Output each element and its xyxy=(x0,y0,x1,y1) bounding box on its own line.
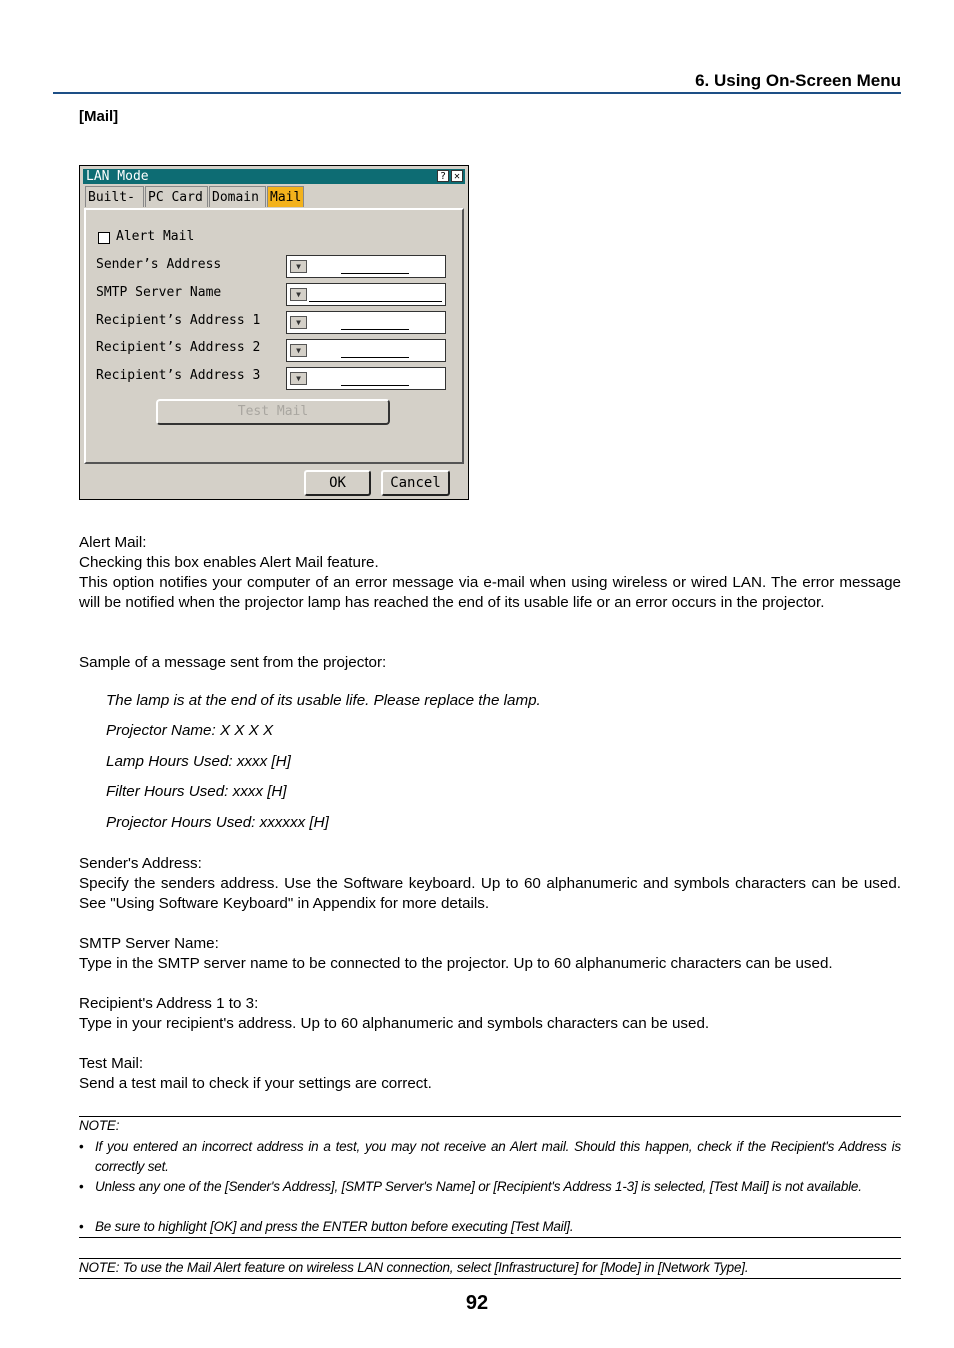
sample-line: Lamp Hours Used: xxxx [H] xyxy=(106,753,291,770)
dropdown-arrow-icon[interactable]: ▼ xyxy=(290,372,307,385)
bullet-icon: • xyxy=(79,1139,84,1154)
sample-line: Projector Name: X X X X xyxy=(106,722,274,739)
ok-button[interactable]: OK xyxy=(304,470,371,496)
dialog-title: LAN Mode xyxy=(86,169,149,184)
senders-address-label: Sender’s Address xyxy=(96,257,222,272)
note-item-text: Be sure to highlight [OK] and press the ENTER button before executing [Test Mail]. xyxy=(95,1219,574,1234)
bullet-icon: • xyxy=(79,1219,84,1234)
sample-line: The lamp is at the end of its usable life. Please replace the lamp. xyxy=(106,692,541,709)
sender-text: Specify the senders address. Use the Software keyboard. Up to 60 alphanumeric and symbols characters can be used. See "Using Software Keyboard" in Appendix for more details. xyxy=(79,875,901,912)
help-icon[interactable]: ? xyxy=(437,170,449,182)
smtp-server-name-label: SMTP Server Name xyxy=(96,285,222,300)
lan-mode-dialog xyxy=(79,165,469,500)
alert-mail-label: Alert Mail xyxy=(116,229,195,244)
test-mail-heading: Test Mail: xyxy=(79,1055,144,1072)
mail-panel xyxy=(84,208,464,464)
alert-mail-heading: Alert Mail: xyxy=(79,534,147,551)
recipient-address-3-label: Recipient’s Address 3 xyxy=(96,368,261,383)
recipient-heading: Recipient's Address 1 to 3: xyxy=(79,995,259,1012)
header-rule xyxy=(53,92,901,94)
recipient-address-2-label: Recipient’s Address 2 xyxy=(96,340,261,355)
wireless-note: NOTE: To use the Mail Alert feature on wireless LAN connection, select [Infrastructure] for [Mode] in [Network Type]. xyxy=(79,1260,749,1275)
note-item-text: Unless any one of the [Sender's Address], [SMTP Server's Name] or [Recipient's Address 1-3] is selected, [Test Mail] is not available. xyxy=(95,1179,862,1194)
dropdown-arrow-icon[interactable]: ▼ xyxy=(290,316,307,329)
test-mail-text: Send a test mail to check if your settings are correct. xyxy=(79,1075,432,1092)
smtp-server-name-field[interactable] xyxy=(286,283,446,306)
cancel-button[interactable]: Cancel xyxy=(381,470,450,496)
note-item-text: If you entered an incorrect address in a test, you may not receive an Alert mail. Should this happen, check if the Recipient's Address is correctly set. xyxy=(95,1139,901,1174)
bullet-icon: • xyxy=(79,1179,84,1194)
sample-heading: Sample of a message sent from the projector: xyxy=(79,654,387,671)
field-underline xyxy=(341,357,409,358)
field-underline xyxy=(341,329,409,330)
recipient-address-2-field[interactable] xyxy=(286,339,446,362)
tab-mail[interactable]: Mail xyxy=(267,186,304,207)
note-bottom-rule xyxy=(79,1237,901,1238)
recipient-address-3-field[interactable] xyxy=(286,367,446,390)
smtp-text: Type in the SMTP server name to be connected to the projector. Up to 60 alphanumeric characters can be used. xyxy=(79,955,833,972)
alert-mail-checkbox[interactable] xyxy=(98,232,110,244)
field-underline xyxy=(341,385,409,386)
page-number: 92 xyxy=(465,1292,489,1314)
recipient-address-1-field[interactable] xyxy=(286,311,446,334)
close-icon[interactable]: ✕ xyxy=(451,170,463,182)
smtp-heading: SMTP Server Name: xyxy=(79,935,219,952)
note-heading: NOTE: xyxy=(79,1118,120,1133)
section-label: [Mail] xyxy=(79,108,119,125)
sample-line: Projector Hours Used: xxxxxx [H] xyxy=(106,814,329,831)
test-mail-button[interactable]: Test Mail xyxy=(156,399,390,425)
dialog-title-bar xyxy=(83,169,465,184)
field-underline xyxy=(341,273,409,274)
alert-mail-desc-1: Checking this box enables Alert Mail feature. xyxy=(79,554,379,571)
senders-address-field[interactable] xyxy=(286,255,446,278)
field-underline xyxy=(309,301,442,302)
tab-pc-card[interactable]: PC Card xyxy=(145,186,208,207)
alert-mail-desc-2: This option notifies your computer of an error message via e-mail when using wireless or wired LAN. The error message will be notified when the projector lamp has reached the end of its usable life or an error occurs in the projector. xyxy=(79,574,901,611)
tab-built-in[interactable]: Built- xyxy=(85,186,144,207)
wireless-note-bottom-rule xyxy=(79,1278,901,1279)
chapter-title: 6. Using On-Screen Menu xyxy=(695,71,901,90)
dropdown-arrow-icon[interactable]: ▼ xyxy=(290,260,307,273)
dropdown-arrow-icon[interactable]: ▼ xyxy=(290,344,307,357)
sample-line: Filter Hours Used: xxxx [H] xyxy=(106,783,287,800)
dropdown-arrow-icon[interactable]: ▼ xyxy=(290,288,307,301)
recipient-address-1-label: Recipient’s Address 1 xyxy=(96,313,261,328)
sender-heading: Sender's Address: xyxy=(79,855,202,872)
recipient-text: Type in your recipient's address. Up to 60 alphanumeric and symbols characters can be used. xyxy=(79,1015,710,1032)
tab-domain[interactable]: Domain xyxy=(209,186,266,207)
